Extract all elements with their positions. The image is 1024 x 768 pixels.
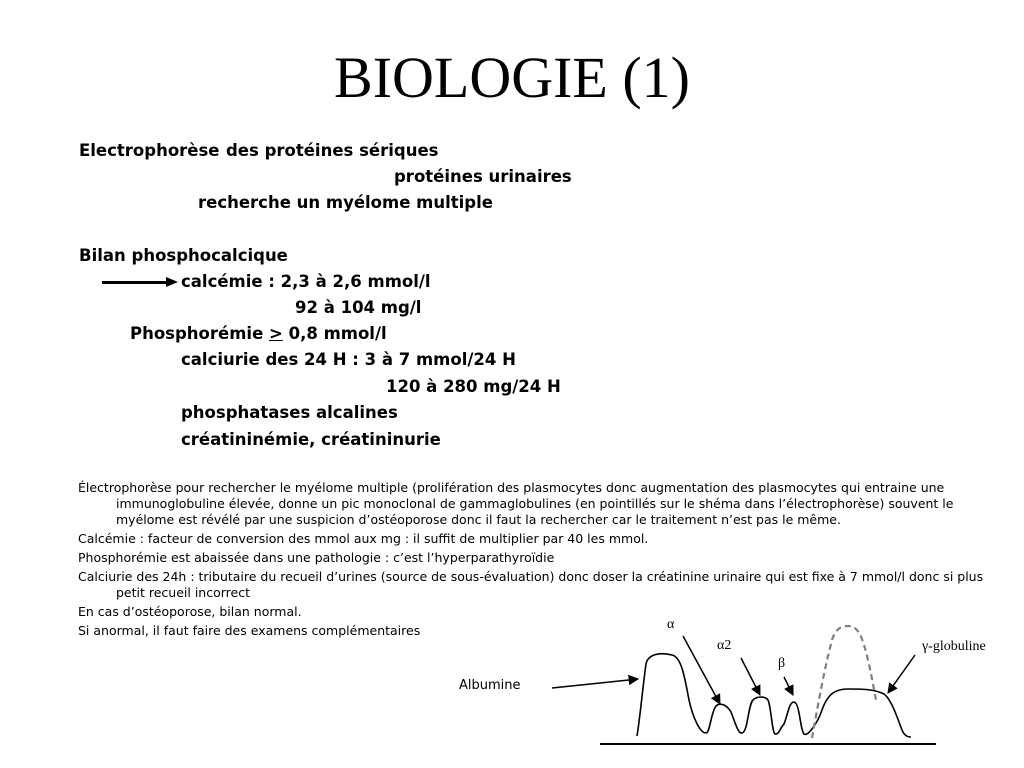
monoclonal-peak-dashed — [812, 626, 876, 738]
note-item: Si anormal, il faut faire des examens complémentaires — [78, 623, 421, 638]
note-item: En cas d’ostéoporose, bilan normal. — [78, 604, 302, 619]
alpha2-arrow-icon — [741, 658, 760, 695]
albumine-arrow-icon — [552, 679, 638, 688]
note-item: Calcémie : facteur de conversion des mmol aux mg : il suffit de multiplier par 40 les mmol. — [78, 531, 649, 546]
calcemie-line: calcémie : 2,3 à 2,6 mmol/l — [181, 272, 431, 291]
electrophorese-item-serum: des protéines sériques — [226, 141, 439, 160]
alpha2-label: α2 — [717, 638, 732, 653]
phosphoremie-label: Phosphorémie — [130, 324, 264, 343]
calciurie-mg-line: 120 à 280 mg/24 H — [386, 377, 561, 396]
note-item: Électrophorèse pour rechercher le myélome multiple (prolifération des plasmocytes donc augmentation des plasmocytes qui entraine une immunoglobuline élevée, donne un pic monoclonal de gammaglobulines (en pointillés sur le shéma dans l’électrophorèse) souvent le myélome est révélé par une suspicion d’ostéoporose donc il faut la rechercher car le traitement n’est pas le même. — [78, 480, 954, 527]
alpha-label: α — [667, 617, 675, 632]
slide-title: BIOLOGIE (1) — [334, 45, 690, 110]
greater-equal-symbol: > — [269, 324, 283, 343]
electrophorese-label: Electrophorèse — [79, 141, 220, 160]
phosphatases-line: phosphatases alcalines — [181, 403, 398, 422]
note-item: Phosphorémie est abaissée dans une pathologie : c’est l’hyperparathyroïdie — [78, 550, 555, 565]
beta-arrow-icon — [784, 677, 793, 695]
electrophorese-item-urine: protéines urinaires — [394, 167, 572, 186]
bilan-heading: Bilan phosphocalcique — [79, 246, 288, 265]
gamma-arrow-icon — [888, 655, 915, 693]
gamma-label: γ-globuline — [922, 639, 986, 654]
electrophorese-item-myelome: recherche un myélome multiple — [198, 193, 493, 212]
calciurie-line: calciurie des 24 H : 3 à 7 mmol/24 H — [181, 350, 516, 369]
creatinine-line: créatininémie, créatininurie — [181, 430, 441, 449]
albumine-label: Albumine — [459, 678, 521, 693]
calcemie-mg-line: 92 à 104 mg/l — [295, 298, 422, 317]
note-item: Calciurie des 24h : tributaire du recueil d’urines (source de sous-évaluation) donc doser la créatinine urinaire qui est fixe à 7 mmol/l donc si plus petit recueil incorrect — [78, 569, 984, 600]
beta-label: β — [778, 656, 786, 671]
phosphoremie-value: 0,8 mmol/l — [288, 324, 387, 343]
